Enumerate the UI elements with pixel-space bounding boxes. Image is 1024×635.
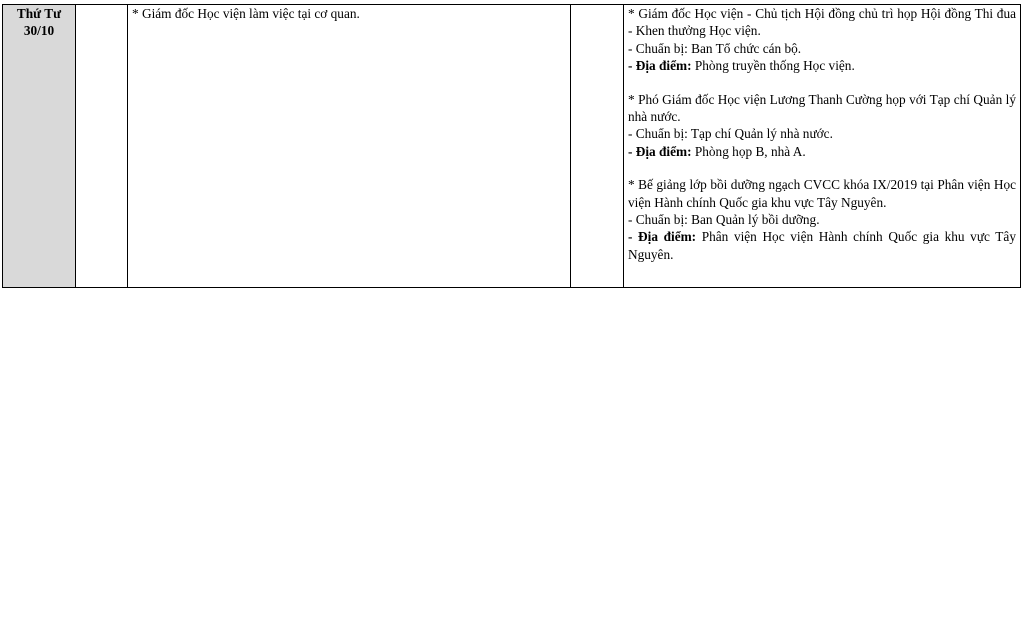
entry-text: Phòng truyền thống Học viện. [691,58,855,74]
entry-text: - Chuẩn bị: Ban Quản lý bồi dưỡng. [628,212,820,228]
schedule-entry [628,5,1016,75]
afternoon-time-cell [571,5,624,288]
entry-line [628,5,1016,40]
day-label: Thứ Tư [16,6,62,21]
schedule-entry [628,91,1016,161]
entry-text: Phòng họp B, nhà A. [691,143,806,159]
schedule-row [3,5,1021,288]
entry-line [628,176,1016,211]
entry-line [628,57,1016,74]
entry-label: - Địa điểm: [628,229,697,245]
day-label: 30/10 [23,23,55,39]
afternoon-content-cell [624,5,1021,288]
morning-content-cell [128,5,571,288]
entry-text: * Phó Giám đốc Học viện Lương Thanh Cường họp với Tạp chí Quản lý nhà nước. [628,91,1016,125]
entry-text: Phân viện Học viện Hành chính Quốc gia khu vực Tây Nguyên. [628,229,1016,262]
entry-line [628,91,1016,126]
schedule-entry [628,176,1016,263]
entry-line [628,228,1016,263]
schedule-body [3,5,1021,288]
entry-gap [628,75,1016,91]
entry-gap [628,160,1016,176]
entry-line [628,125,1016,142]
entry-label: - Địa điểm: [628,143,692,159]
schedule-entry [132,5,566,22]
entry-text: - Chuẩn bị: Tạp chí Quản lý nhà nước. [628,126,833,142]
entry-line [132,5,566,22]
entry-label: - Địa điểm: [628,58,692,74]
entry-text: * Giám đốc Học viện làm việc tại cơ quan. [132,6,360,21]
morning-time-cell [76,5,128,288]
entry-line [628,143,1016,160]
schedule-table [2,4,1021,288]
entry-text: * Bế giảng lớp bồi dưỡng ngạch CVCC khóa IX/2019 tại Phân viện Học viện Hành chính Quốc gia khu vực Tây Nguyên. [628,177,1016,210]
entry-text: * Giám đốc Học viện - Chủ tịch Hội đồng chủ trì họp Hội đồng Thi đua - Khen thưởng Học viện. [628,6,1016,39]
day-cell [3,5,76,288]
entry-line [628,40,1016,57]
entry-text: - Chuẩn bị: Ban Tổ chức cán bộ. [628,40,802,56]
entry-line [628,211,1016,228]
